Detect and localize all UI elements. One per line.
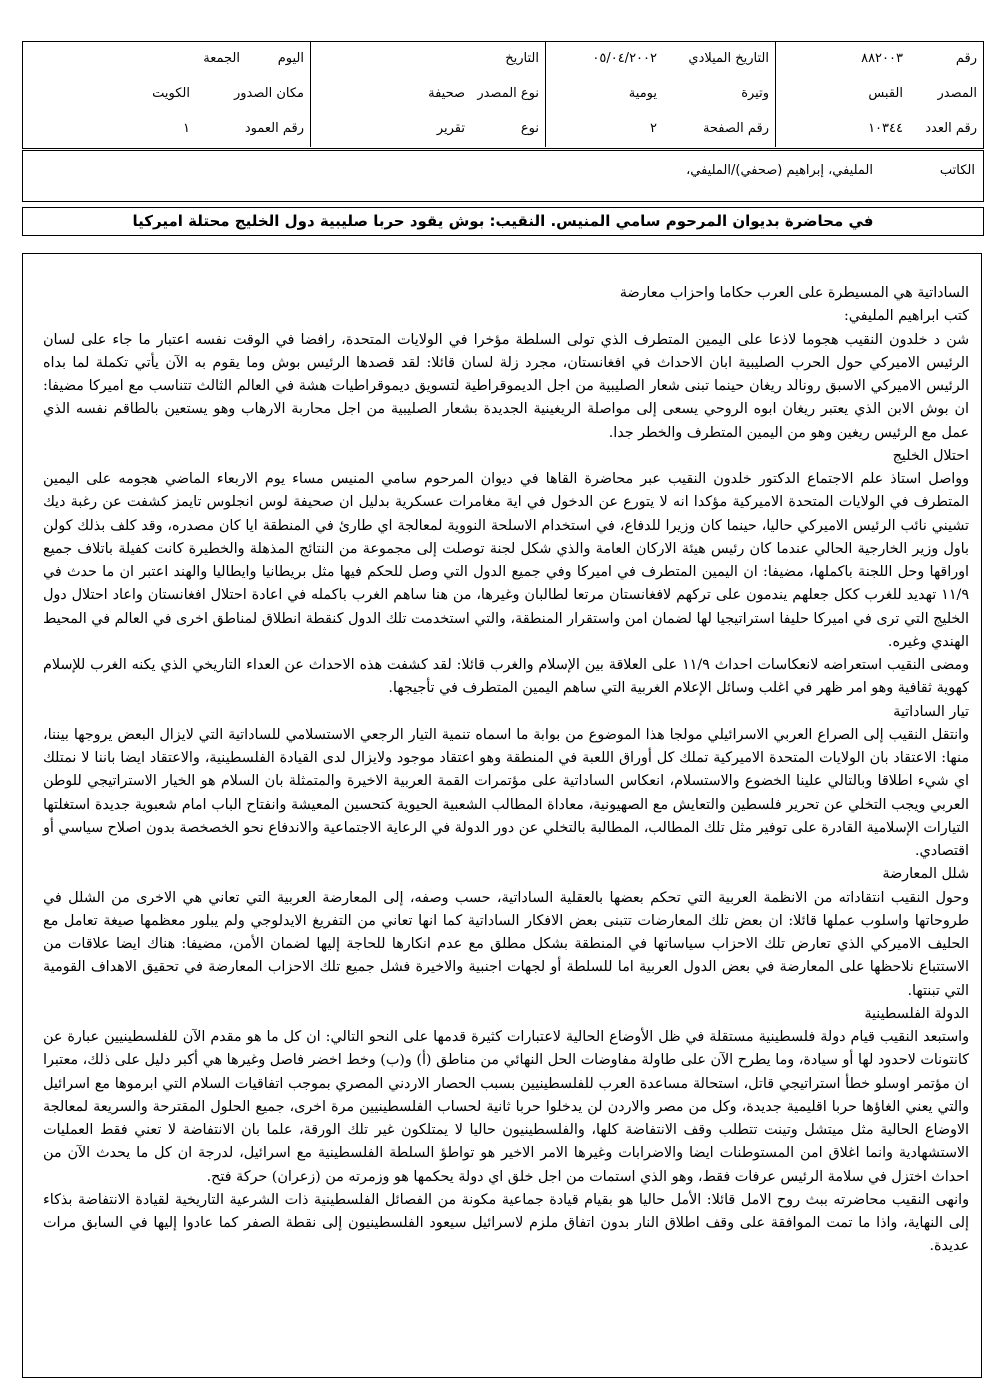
source-label: المصدر [937,86,977,101]
freq-cell [545,77,775,112]
source-cell [775,77,983,112]
author-box [22,150,984,202]
article-box [22,253,982,1378]
place-cell [23,77,310,112]
metadata-table [22,41,984,149]
article-subheading: الدولة الفلسطينية [864,1005,969,1022]
article-subheading: تيار الساداتية [893,703,969,720]
date-label: التاريخ [505,51,539,66]
source-value: القبس [868,86,903,101]
article-subheading: كتب ابراهيم المليفي: [843,308,969,325]
freq-value: يومية [628,86,657,101]
issue-cell [775,112,983,147]
number-value: ٨٨٢٠٠٣ [861,51,903,66]
number-label: رقم [955,51,977,66]
author-label: الكاتب [939,163,975,178]
gdate-cell [545,42,775,77]
type-label: نوع [520,121,539,136]
article-paragraph: وانتقل النقيب إلى الصراع العربي الاسرائيلي مولجا هذا الموضوع من بوابة ما اسماه تنمية التيار الرجعي الاستسلامي للساداتية التي لايزال البعض يروجها بيننا، منها: الاعتقاد بان الولايات المتحدة الاميركية تملك كل أوراق اللعبة في المنطقة وهو اعتقاد موجود ولايزال لدى القيادة الفلسطينية، والاعتقاد ايضا باننا لا نمتلك اي شيء اطلاقا وبالتالي علينا الخضوع والاستسلام، انعكاس الساداتية على مؤتمرات القمة العربية الاخيرة والمتمثلة بان السلام هو الخيار الاستراتيجي للوطن العربي ويجب التخلي عن تحرير فلسطين والتعايش مع الصهيونية، معاداة المطالب الشعبية الحيوية كتحسين المعيشة وانفتاح الباب امام شعبوية جديدة استغلتها التيارات الإسلامية القادرة على توفير مثل تلك المطالب، المطالبة بالتخلي عن دور الدولة في الرعاية الاجتماعية والاندفاع نحو الخصخصة بدون اصلاح سياسي أو اقتصادي. [43,726,969,859]
article-paragraph: وواصل استاذ علم الاجتماع الدكتور خلدون النقيب عبر محاضرة القاها في ديوان المرحوم سامي المنيس مساء يوم الاربعاء الماضي هجومه على اليمين المتطرف في الولايات المتحدة الاميركية مؤكدا انه لا يتورع عن الدخول في اية مغامرات عسكرية بدليل ان صحيفة لوس انجلوس تايمز كشفت عن رغبة ديك تشيني نائب الرئيس الاميركي حاليا، حينما كان وزيرا للدفاع، في استخدام الاسلحة النووية لمعالجة اي طارئ في المنطقة ايا كان مصدره، وقد كلف بذلك كولن باول وزير الخارجية الحالي عندما كان رئيس هيئة الاركان العامة والذي شكل لجنة توصلت إلى مجموعة من النتائج المذهلة والخطيرة كانت كفيلة باتلاف جميع اوراقها وحل اللجنة باكملها، مضيفا: ان اليمين المتطرف في اميركا وفي جميع الدول التي وصل للحكم فيها مثل بريطانيا وايطاليا والهند اعتبر ان ما حدث في ١١/٩ تهديد للغرب ككل جعلهم يندمون على تركهم لافغانستان مرتعا لطالبان وغيرها، من هنا ساهم الغرب باكمله في اعادة احتلال افغانستان واعاد احتلال دول الخليج التي ترى في اميركا حليفا استراتيجيا لها لضمان امن واستقرار المنطقة، والتي استخدمت تلك الدول كنقطة انطلاق لمناطق اخرى في العالم في المحيط الهندي وغيره. [43,471,969,650]
freq-label: وتيرة [741,86,769,101]
page-label: رقم الصفحة [702,121,769,136]
page-cell [545,112,775,147]
article-subheading: شلل المعارضة [882,866,969,883]
type-value: تقرير [436,121,465,136]
headline: في محاضرة بديوان المرحوم سامي المنيس. النقيب: بوش يقود حربا صليبية دول الخليج محتلة اميركيا [22,207,984,236]
place-label: مكان الصدور [233,86,304,101]
article-paragraph: شن د خلدون النقيب هجوما لاذعا على اليمين المتطرف الذي تولى السلطة مؤخرا في الولايات المتحدة، رافضا في الوقت نفسه اعتبار ما جاء على لسان الرئيس الاميركي حول الحرب الصليبية ابان الاحداث في افغانستان، مجرد زلة لسان قائلا: لقد قصدها الرئيس بوش وما يقوم به الآن يأتي تكملة لما بداه الرئيس الاميركي الاسبق رونالد ريغان حينما تبنى شعار الصليبية من اجل الديموقراطية لتسويق ديموقراطيات هشة في العالم الثالث تتناسب مع اميركا مضيفا: ان بوش الابن الذي يعتبر ريغان ابوه الروحي يسعى إلى مواصلة الريغينية الجديدة بشعار الصليبية من اجل محاربة الارهاب وهو يستعين بالطاقم نفسه الذي عمل مع الرئيس ريغين وهو من اليمين المتطرف والخطر جدا. [43,331,969,441]
gdate-value: ٠٥/٠٤/٢٠٠٢ [592,51,657,66]
article-subheading: احتلال الخليج [892,447,969,464]
place-value: الكويت [152,86,190,101]
page-value: ٢ [650,121,657,136]
column-cell [23,112,310,147]
number-cell [775,42,983,77]
article-subheading: الساداتية هي المسيطرة على العرب حكاما واحزاب معارضة [619,285,969,301]
column-value: ١ [183,121,190,136]
type-cell [310,112,545,147]
day-value: الجمعة [203,51,240,66]
date-cell [310,42,545,77]
day-label: اليوم [277,51,304,66]
article-paragraph: واستبعد النقيب قيام دولة فلسطينية مستقلة في ظل الأوضاع الحالية لاعتبارات كثيرة قدمها على النحو التالي: ان كل ما هو مقدم الآن للفلسطينيين عبارة عن كانتونات لاحدود لها أو سيادة، وما يطرح الآن على طاولة مفاوضات الحل النهائي من مناطق (أ) و(ب) وخط اخضر فاصل وغيرها هي أكبر دليل على ذلك، معتبرا ان مؤتمر اوسلو خطأ استراتيجي قاتل، استحالة مساعدة العرب للفلسطينيين بسبب الحصار الاردني المصري بموجب اتفاقيات السلام التي ابرموها مع اسرائيل والتي يعني الغاؤها حربا اقليمية جديدة، وكل من مصر والاردن لن يدخلوا حربا ثانية لحساب الفلسطينيين مرة اخرى، جميع الحلول المقترحة والسريعة لمعالجة الاوضاع الحالية مثل ميتشل وتينت تتطلب وقف الانتفاضة كلها، والفلسطينيون حاليا لا يمتلكون غير تلك الورقة، علما بان الانتفاضة لا تعني فقط العمليات الاستشهادية وانما اغلاق امن المستوطنات ايضا والاضرابات وغيرها الامر الاخير هو تواطؤ السلطة الفلسطينية مع اسرائيل، لدرجة ان كل ما يحدث الآن من احداث اختزل في سلامة الرئيس عرفات فقط، وهو الذي استمات من اجل خلق اي دولة يحكمها هو وزمرته من (زعران) حركة فتح. [43,1029,969,1185]
issue-value: ١٠٣٤٤ [868,121,903,136]
srctype-value: صحيفة [428,86,465,101]
day-cell [23,42,310,77]
article-paragraph: ومضى النقيب استعراضه لانعكاسات احداث ١١/٩ على العلاقة بين الإسلام والغرب قائلا: لقد كشفت هذه الاحداث عن العداء التاريخي الذي يكنه الغرب للإسلام كهوية ثقافية وهو امر ظهر في اغلب وسائل الإعلام الغربية التي ساهم اليمين المتطرف في تأجيجها. [43,657,969,697]
column-label: رقم العمود [244,121,304,136]
article-paragraph: وحول النقيب انتقاداته من الانظمة العربية التي تحكم بعضها بالعقلية الساداتية، حسب وصفه، إلى المعارضة العربية التي تعاني هي الاخرى من الشلل في طروحاتها واسلوب عملها قائلا: ان بعض تلك المعارضات تتبنى بعض الافكار الساداتية كما انها تعاني من التفريغ الايدلوجي ولم يبلور معظمها صيغة تعامل مع الحليف الاميركي الذي تعارض تلك الاحزاب سياساتها في المنطقة بشكل مطلق مع عدم انكارها للحاجة إليها لضمان الأمن، مضيفا: هناك ايضا علاقات من الاستتباع نلاحظها على المعارضة في بعض الدول العربية اما للسلطة أو لجهات اجنبية والاخيرة فشل جميع تلك الاحزاب المعارضة في تحقيق الاهداف القومية التي تبنتها. [43,889,969,999]
srctype-cell [310,77,545,112]
gdate-label: التاريخ الميلادي [688,51,769,66]
issue-label: رقم العدد [925,121,977,136]
article-text [43,282,969,1259]
article-paragraph: وانهى النقيب محاضرته ببث روح الامل قائلا: الأمل حاليا هو بقيام قيادة جماعية مكونة من الفصائل الفلسطينية ذات الشرعية التاريخية لقيادة الانتفاضة بذكاء إلى النهاية، واذا ما تمت الموافقة على وقف اطلاق النار بدون اتفاق ملزم لاسرائيل سيعود الفلسطينيون إلى نقطة الصفر كما عادوا إليها في السابق مرات عديدة. [43,1191,969,1255]
author-value: المليفي، إبراهيم (صحفي)/المليفي، [686,163,873,178]
srctype-label: نوع المصدر [477,86,539,101]
